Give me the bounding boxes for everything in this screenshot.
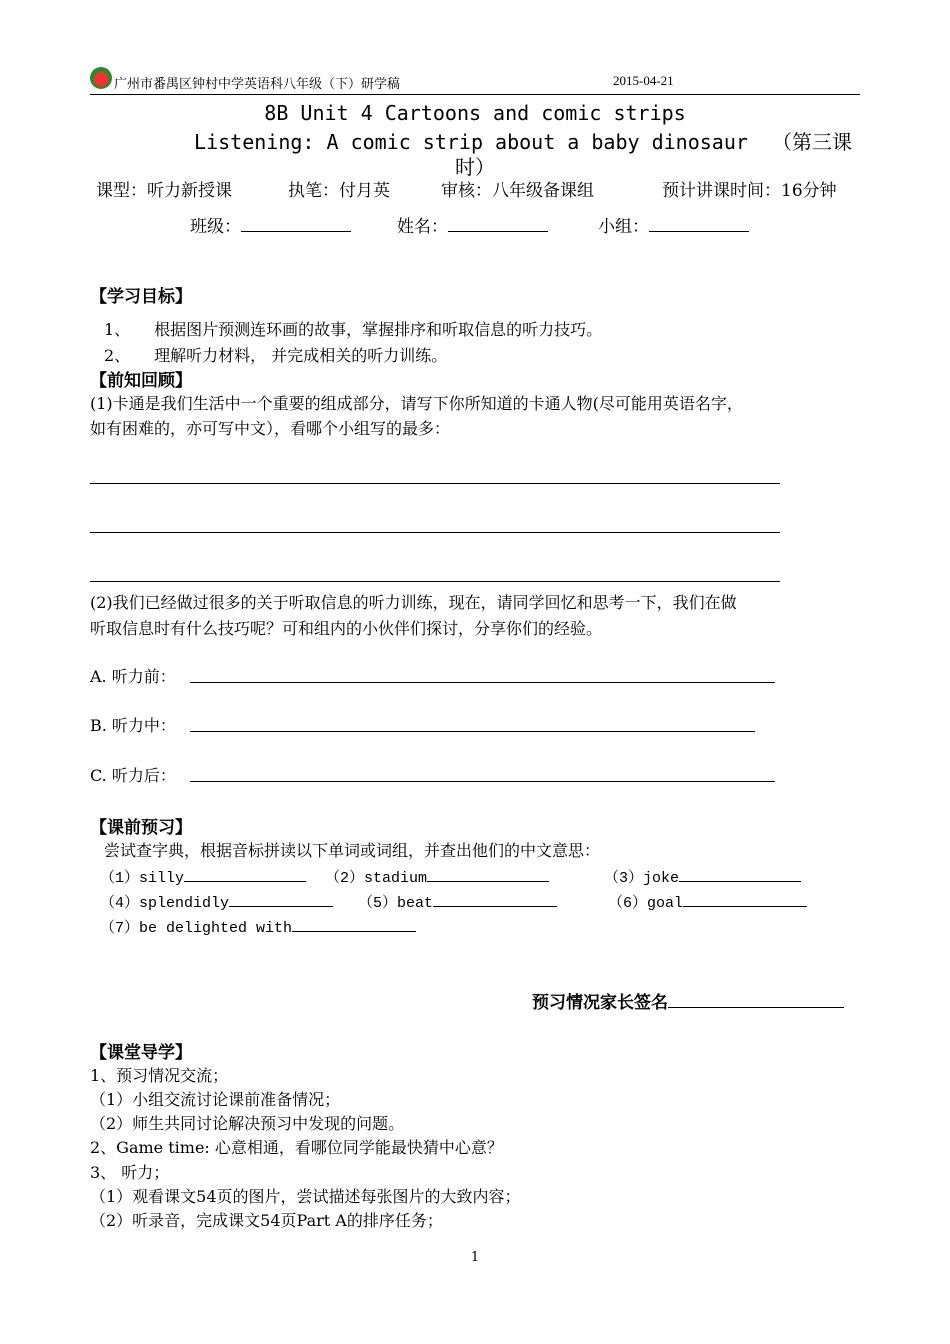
signature-label: 预习情况家长签名 (532, 993, 668, 1013)
during-listening-label: B. 听力中： (90, 716, 176, 735)
classroom-line: 2、Game time: 心意相通，看哪位同学能最快猜中心意？ (90, 1138, 503, 1157)
title-line2: Listening: A comic strip about a baby dinosaur （第三课 (194, 130, 852, 154)
goal-item: 1、 根据图片预测连环画的故事，掌握排序和听取信息的听力技巧。 (104, 320, 603, 339)
header-school: 广州市番禺区钟村中学英语科八年级（下）研学稿 (114, 77, 401, 92)
lecture-time: 预计讲课时间：16分钟 (662, 181, 837, 201)
title-line1: 8B Unit 4 Cartoons and comic strips (264, 101, 686, 125)
name-blank[interactable] (448, 213, 548, 232)
vocab-blank[interactable] (229, 888, 333, 907)
classroom-heading: 【课堂导学】 (90, 1043, 192, 1063)
vocab-blank[interactable] (292, 913, 416, 932)
vocab-blank[interactable] (184, 863, 306, 882)
before-listening-label: A. 听力前： (90, 667, 176, 686)
header-divider (90, 94, 860, 95)
vocab-blank[interactable] (679, 863, 801, 882)
reviewer: 审核：八年级备课组 (441, 181, 594, 201)
after-listening-label: C. 听力后： (90, 766, 176, 785)
before-listening-blank[interactable] (190, 682, 775, 683)
classroom-line: 1、预习情况交流； (90, 1066, 229, 1085)
group-label: 小组： (598, 217, 649, 237)
classroom-line: （2）师生共同讨论解决预习中发现的问题。 (90, 1114, 405, 1133)
after-listening-blank[interactable] (190, 781, 775, 782)
vocab-item: （1）silly (100, 863, 306, 887)
name-label: 姓名： (397, 217, 448, 237)
classroom-line: 3、 听力； (90, 1163, 170, 1182)
answer-line[interactable] (90, 532, 780, 533)
classroom-line: （2）听录音，完成课文54页Part A的排序任务； (90, 1211, 443, 1230)
classroom-line: （1）小组交流讨论课前准备情况； (90, 1090, 341, 1109)
vocab-item: （5）beat (358, 888, 557, 912)
review-q2-line1: (2)我们已经做过很多的关于听取信息的听力训练，现在，请同学回忆和思考一下，我们在做 (90, 593, 737, 612)
school-logo (90, 67, 112, 89)
vocab-blank[interactable] (433, 888, 557, 907)
preview-intro: 尝试查字典，根据音标拼读以下单词或词组，并查出他们的中文意思： (104, 841, 601, 860)
vocab-blank[interactable] (427, 863, 549, 882)
course-type: 课型：听力新授课 (96, 181, 232, 201)
vocab-item: （2）stadium (325, 863, 549, 887)
author: 执笔：付月英 (288, 181, 390, 201)
answer-line[interactable] (90, 581, 780, 582)
class-field[interactable] (190, 212, 351, 237)
during-listening-blank[interactable] (190, 731, 755, 732)
page-number: 1 (470, 1250, 480, 1265)
review-heading: 【前知回顾】 (90, 371, 192, 391)
parent-signature[interactable] (532, 988, 844, 1013)
group-field[interactable] (598, 212, 749, 237)
vocab-item: （7）be delighted with (100, 913, 416, 937)
class-label: 班级： (190, 217, 241, 237)
preview-heading: 【课前预习】 (90, 818, 192, 838)
goal-item: 2、 理解听力材料， 并完成相关的听力训练。 (104, 346, 448, 365)
review-q1-line1: (1)卡通是我们生活中一个重要的组成部分，请写下你所知道的卡通人物(尽可能用英语名字， (90, 394, 743, 413)
review-q2-line2: 听取信息时有什么技巧呢？可和组内的小伙伴们探讨，分享你们的经验。 (90, 619, 603, 638)
name-field[interactable] (397, 212, 548, 237)
vocab-item: （3）joke (604, 863, 801, 887)
header-date: 2015-04-21 (613, 73, 674, 88)
signature-blank[interactable] (668, 989, 844, 1008)
class-blank[interactable] (241, 213, 351, 232)
vocab-item: （6）goal (608, 888, 807, 912)
answer-line[interactable] (90, 483, 780, 484)
group-blank[interactable] (649, 213, 749, 232)
vocab-item: （4）splendidly (100, 888, 333, 912)
goals-heading: 【学习目标】 (90, 287, 192, 307)
vocab-blank[interactable] (683, 888, 807, 907)
title-line3: 时） (455, 155, 495, 179)
classroom-line: （1）观看课文54页的图片，尝试描述每张图片的大致内容； (90, 1187, 521, 1206)
review-q1-line2: 如有困难的，亦可写中文），看哪个小组写的最多： (90, 419, 451, 438)
